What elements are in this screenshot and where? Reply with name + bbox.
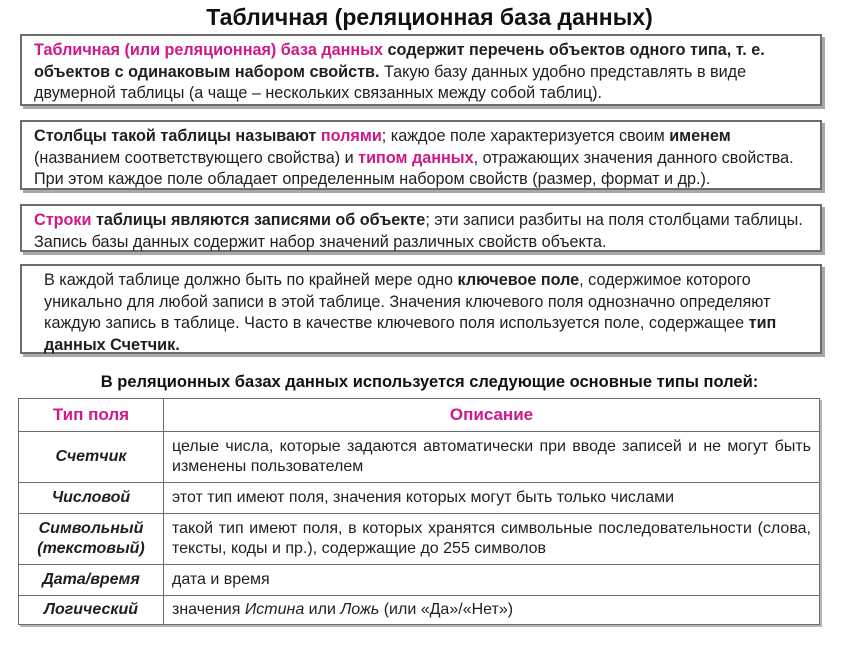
page-title: Табличная (реляционная база данных) — [206, 4, 653, 30]
type-name: Логический — [19, 596, 164, 625]
desc-part: значения — [172, 601, 245, 618]
desc-part: (или «Да»/«Нет») — [379, 601, 514, 618]
key-text-1: В каждой таблице должно быть по крайней мере одно — [44, 271, 458, 289]
table-row — [19, 432, 820, 483]
table-row — [19, 596, 820, 625]
fields-box — [20, 120, 822, 190]
table-row — [19, 514, 820, 565]
desc-false: Ложь — [340, 601, 380, 618]
term-relational-db: Табличная (или реляционная) база данных — [34, 41, 384, 59]
table-row — [19, 565, 820, 596]
definition-box — [20, 34, 822, 106]
desc-true: Истина — [244, 601, 305, 618]
term-key-field: ключевое поле — [457, 271, 580, 289]
type-name: Дата/время — [19, 565, 164, 596]
definition-text: Такую базу данных удобно представлять в виде двумерной таблицы (а чаще – нескольких связанных между собой таблиц). — [34, 62, 747, 102]
term-data-type: типом данных — [358, 148, 474, 167]
type-description: дата и время — [164, 565, 820, 596]
term-rows: Строки — [34, 211, 92, 229]
rows-text: ; эти записи разбиты на поля столбцами таблицы. Запись базы данных содержит набор значений различных свойств объекта. — [34, 211, 803, 251]
fields-bold-text: Столбцы такой таблицы называют — [34, 127, 321, 145]
term-name: именем — [669, 127, 731, 145]
fields-text-3: , отражающих значения данного свойства. При этом каждое поле обладает определенным набором свойств (размер, формат и др.). — [34, 148, 794, 188]
type-description: этот тип имеют поля, значения которых могут быть только числами — [164, 483, 820, 514]
types-heading: В реляционных базах данных используется следующие основные типы полей: — [100, 373, 759, 391]
key-text-2: , содержимое которого уникально для любой записи в этой таблице. Значения ключевого поля однозначно определяют каждую запись в таблице. Часто в качестве ключевого поля используется поле, содержащее — [44, 271, 771, 332]
term-fields: полями — [320, 127, 382, 145]
rows-bold-text: таблицы являются записями об объекте — [91, 211, 426, 229]
type-description — [164, 596, 820, 625]
definition-bold-text: содержит перечень объектов одного типа, т. е. объектов с одинаковым набором свойств. — [34, 41, 765, 81]
type-name: Числовой — [19, 483, 164, 514]
column-header-type: Тип поля — [19, 399, 164, 432]
type-name: Символьный (текстовый) — [19, 514, 164, 565]
table-row — [19, 483, 820, 514]
rows-box — [20, 204, 822, 252]
column-header-description: Описание — [164, 399, 820, 432]
term-counter-type: тип данных Счетчик. — [44, 314, 777, 354]
type-description: целые числа, которые задаются автоматически при вводе записей и не могут быть изменены пользователем — [164, 432, 820, 483]
field-types-table — [18, 398, 820, 625]
key-field-box — [20, 264, 822, 354]
desc-part: или — [304, 601, 341, 618]
type-description: такой тип имеют поля, в которых хранятся символьные последовательности (слова, тексты, коды и пр.), содержащие до 255 символов — [164, 514, 820, 565]
type-name: Счетчик — [19, 432, 164, 483]
table-header-row — [19, 399, 820, 432]
fields-text-2: (названием соответствующего свойства) и — [34, 148, 359, 167]
fields-text-1: ; каждое поле характеризуется своим — [381, 127, 670, 145]
